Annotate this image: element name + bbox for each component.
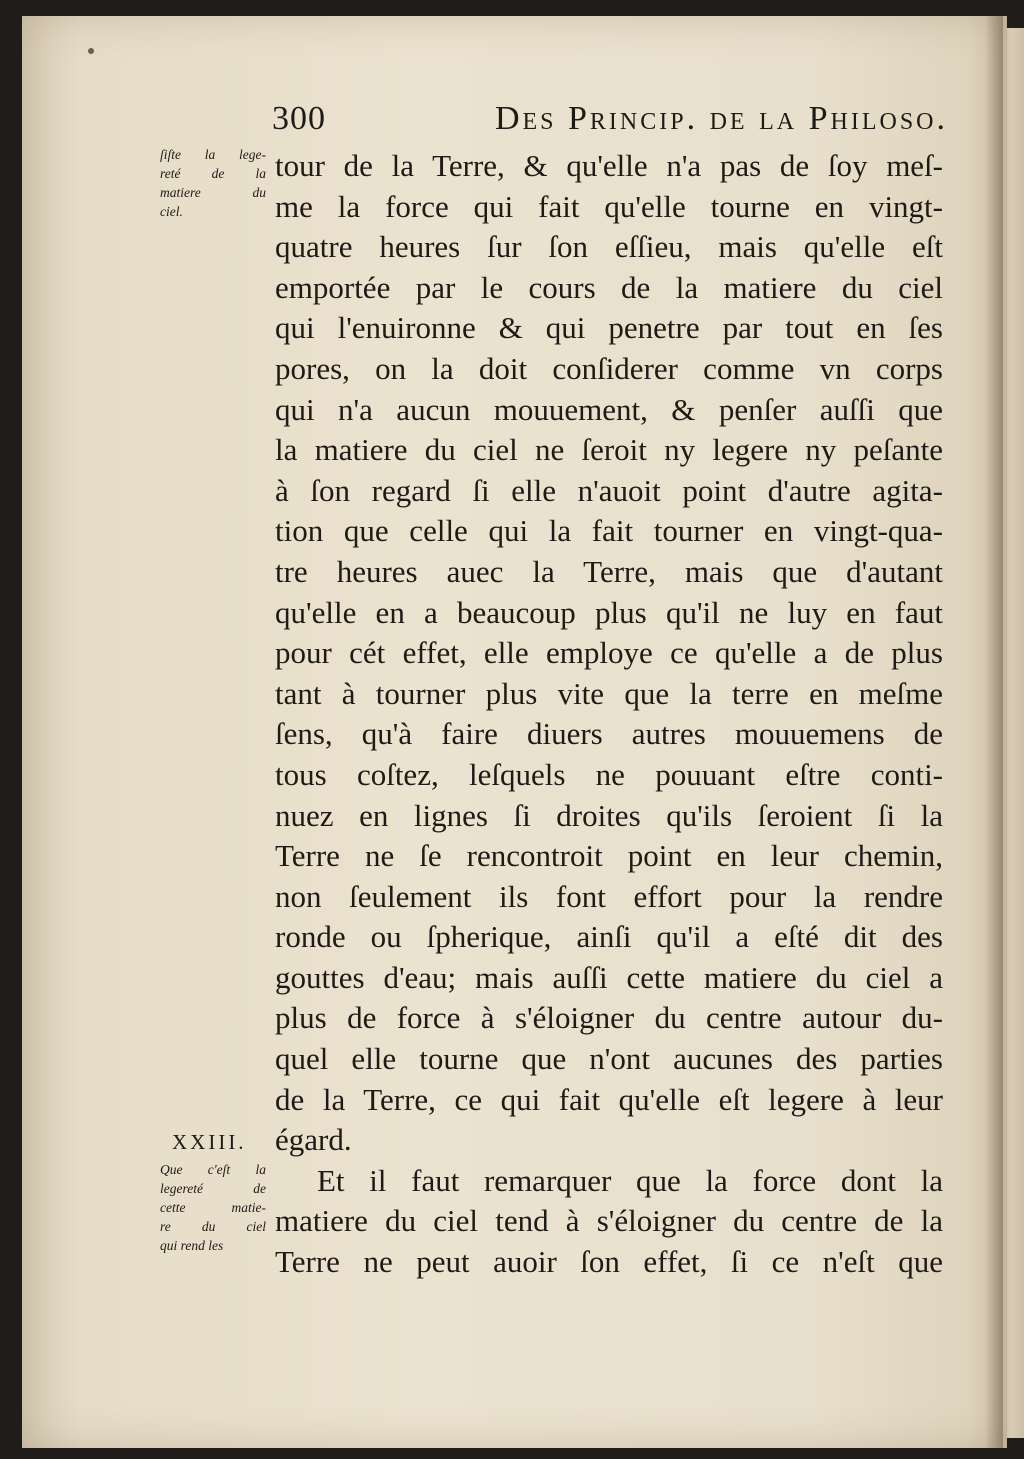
margin-note-line: Que c'eſt la [160, 1162, 266, 1177]
text-line: qui n'a aucun mouuement, & penſer auſſi que [275, 391, 943, 427]
page-number: 300 [272, 100, 326, 137]
margin-note-line: qui rend les [160, 1238, 224, 1253]
text-line: Et il faut remarquer que la force dont la [317, 1162, 943, 1198]
text-line: qu'elle en a beaucoup plus qu'il ne luy en faut [275, 594, 943, 630]
text-line: me la force qui fait qu'elle tourne en vingt- [275, 188, 943, 224]
text-line: tant à tourner plus vite que la terre en meſme [275, 675, 943, 711]
article-number: XXIII. [172, 1130, 247, 1154]
margin-note-2 [160, 1160, 266, 1255]
text-line: pour cét effet, elle employe ce qu'elle a de plus [275, 635, 943, 671]
text-line: quatre heures ſur ſon eſſieu, mais qu'elle eſt [275, 229, 943, 265]
text-line: à ſon regard ſi elle n'auoit point d'autre agita- [275, 472, 943, 508]
text-line: nuez en lignes ſi droites qu'ils ſeroient ſi la [275, 797, 943, 833]
text-line: tour de la Terre, & qu'elle n'a pas de ſoy meſ- [275, 148, 943, 183]
margin-note-line: legereté de [160, 1181, 266, 1196]
text-line: la matiere du ciel ne ſeroit ny legere ny peſante [275, 432, 943, 468]
margin-note-line: ciel. [160, 204, 183, 219]
text-line: tre heures auec la Terre, mais que d'autant [275, 553, 943, 589]
text-line: gouttes d'eau; mais auſſi cette matiere du ciel a [275, 959, 943, 995]
text-line: tion que celle qui la fait tourner en vingt-qua- [275, 513, 943, 549]
margin-note-1 [160, 145, 266, 221]
text-line: plus de force à s'éloigner du centre autour du- [275, 1000, 943, 1036]
margin-note-line: reté de la [160, 166, 266, 181]
margin-note-line: cette matie- [160, 1200, 266, 1215]
text-line: Terre ne ſe rencontroit point en leur chemin, [275, 838, 943, 874]
margin-note-line: ſiſte la lege- [160, 147, 266, 162]
text-line: tous coſtez, leſquels ne pouuant eſtre conti- [275, 756, 943, 792]
running-head: Des Princip. de la Philoso. [494, 100, 948, 137]
text-line: ronde ou ſpherique, ainſi qu'il a eſté dit des [275, 919, 943, 955]
text-line: pores, on la doit conſiderer comme vn corps [275, 350, 943, 386]
text-line: qui l'enuironne & qui penetre par tout en ſes [275, 310, 943, 346]
text-line: ſens, qu'à faire diuers autres mouuemens de [275, 716, 943, 752]
text-line: Terre ne peut auoir ſon effet, ſi ce n'eſt que [275, 1244, 943, 1280]
margin-note-line: re du ciel [160, 1219, 266, 1234]
text-line: égard. [275, 1122, 352, 1158]
margin-note-line: matiere du [160, 185, 266, 200]
text-line: non ſeulement ils font effort pour la rendre [275, 878, 943, 914]
text-line: quel elle tourne que n'ont aucunes des parties [275, 1041, 943, 1077]
binding-shadow [985, 16, 1003, 1448]
body-text [275, 146, 943, 1283]
text-line: matiere du ciel tend à s'éloigner du centre de la [275, 1203, 943, 1239]
page-header [272, 100, 948, 140]
text-line: de la Terre, ce qui fait qu'elle eſt legere à leur [275, 1081, 943, 1117]
paper-speck [88, 48, 94, 54]
text-line: emportée par le cours de la matiere du ciel [275, 269, 943, 305]
